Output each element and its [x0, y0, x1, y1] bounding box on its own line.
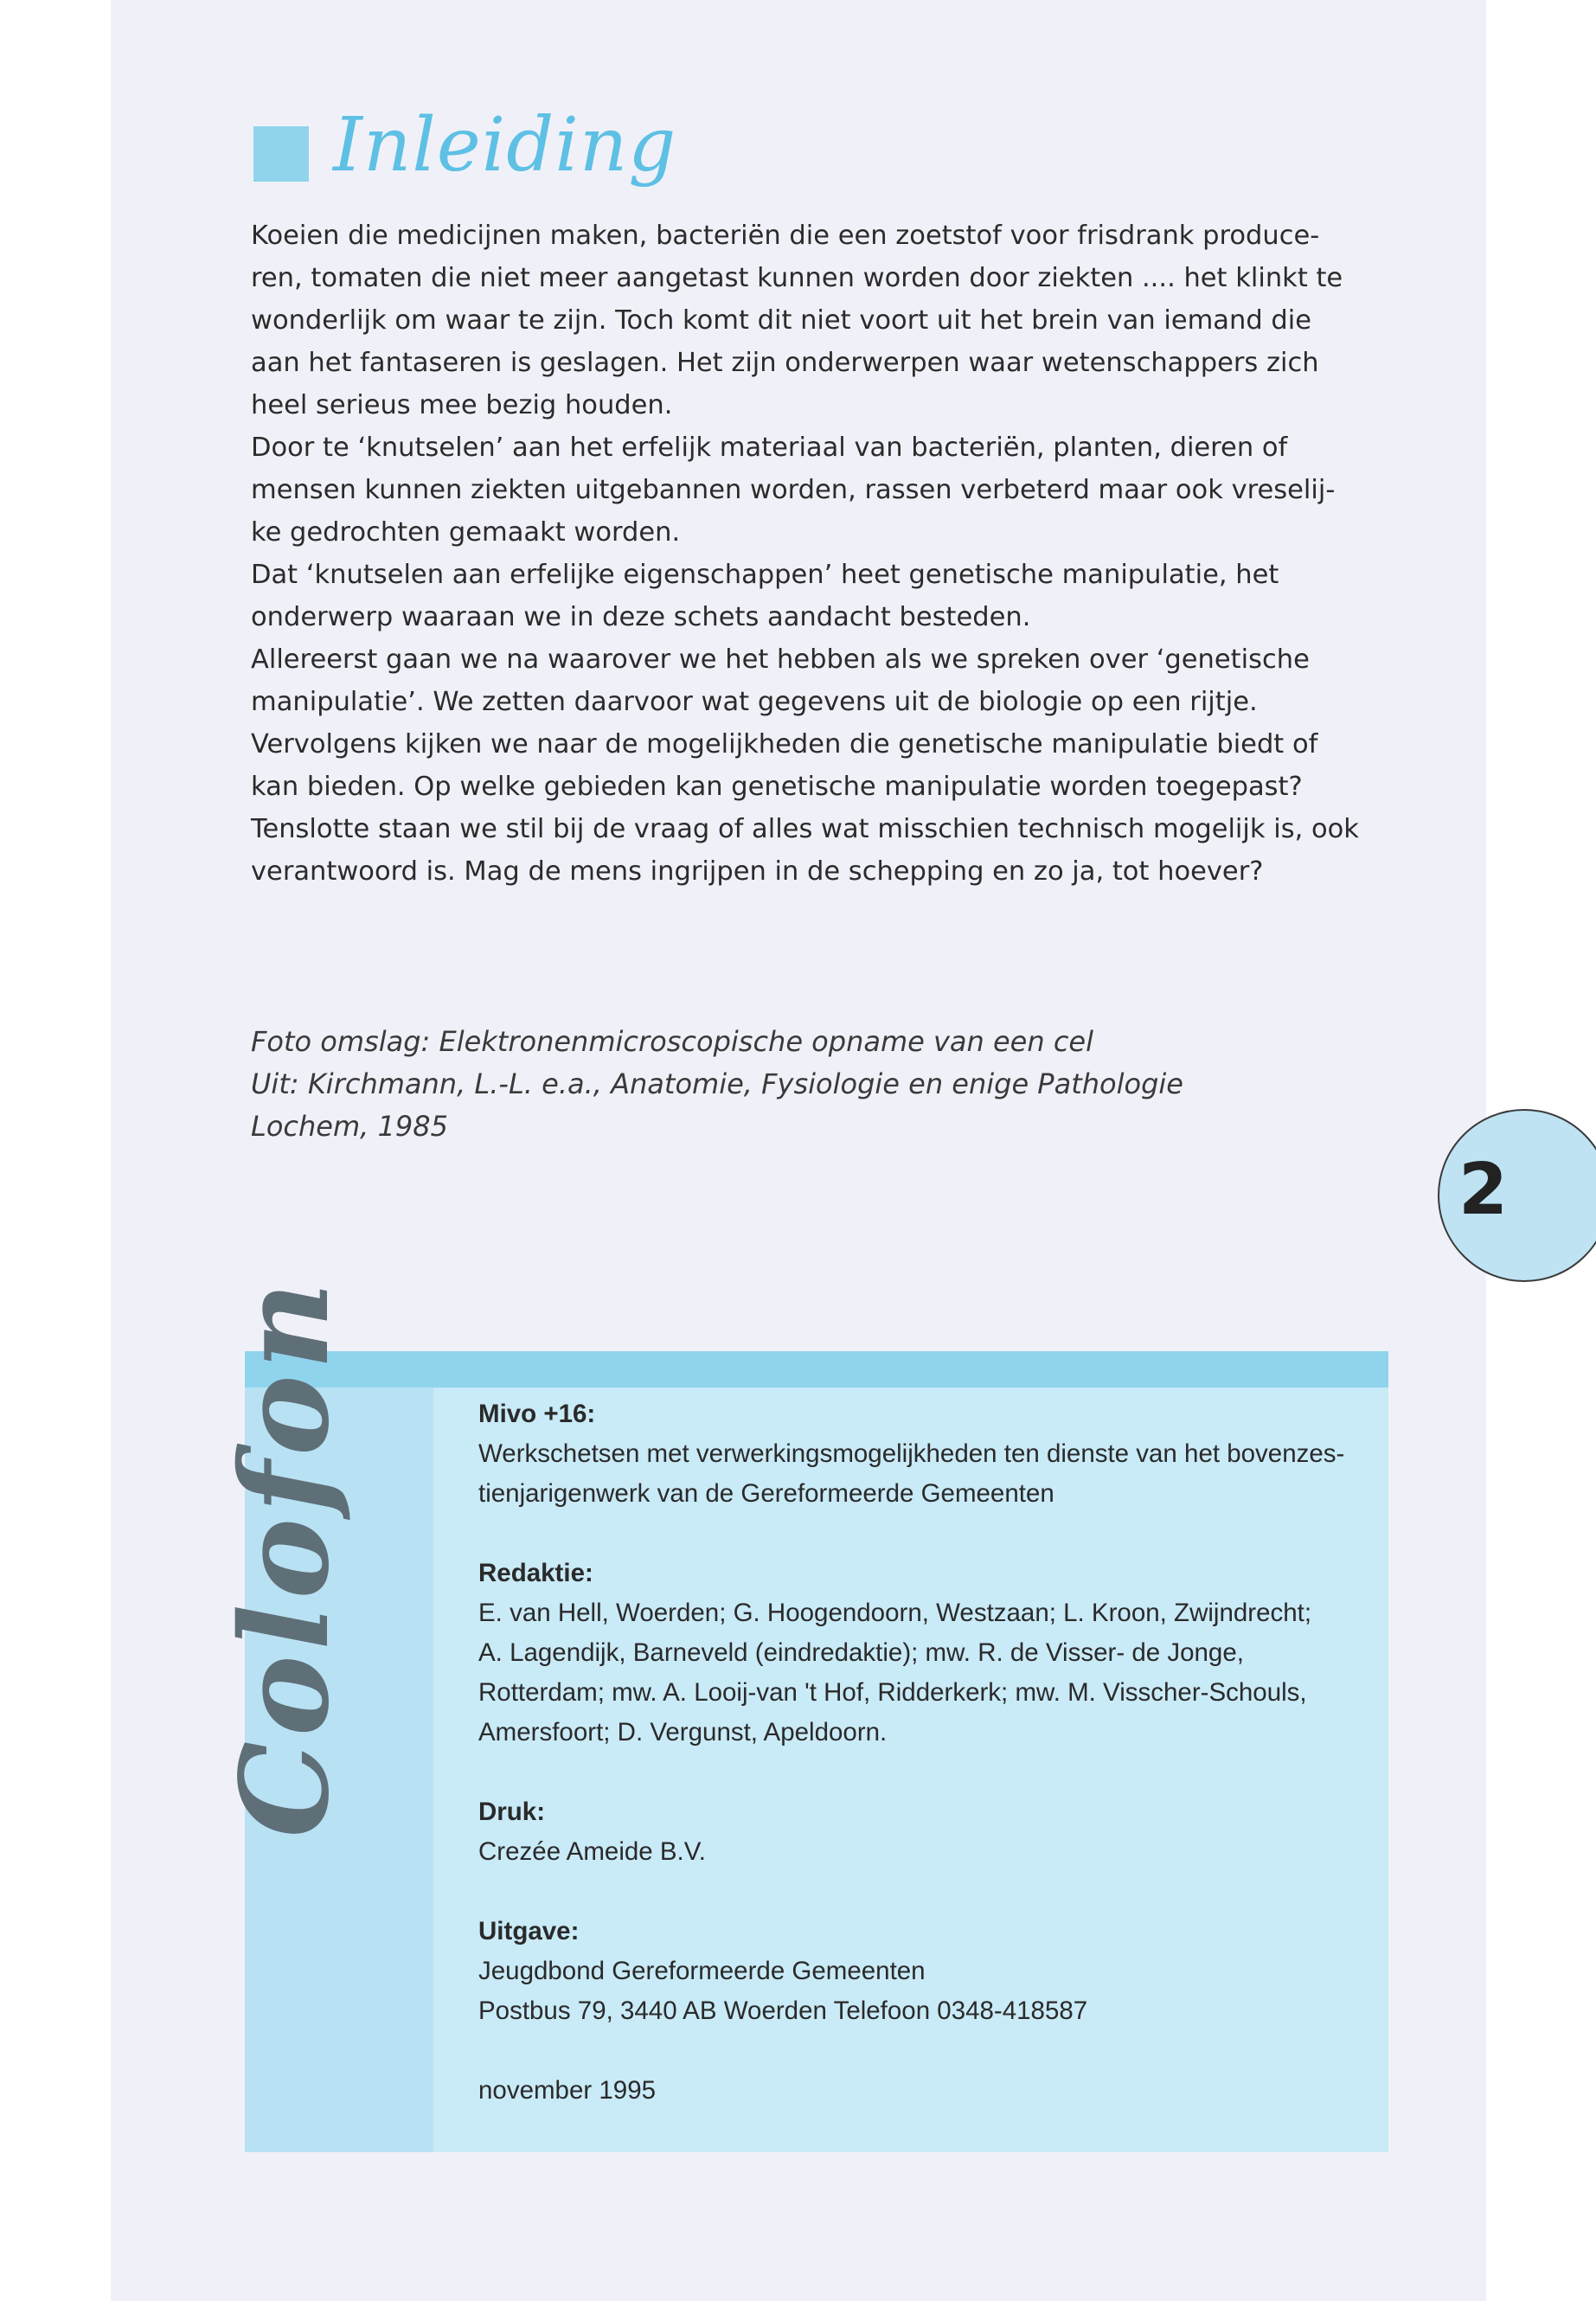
intro-text: [251, 215, 1393, 893]
redaktie-line: E. van Hell, Woerden; G. Hoogendoorn, Westzaan; L. Kroon, Zwijndrecht;: [478, 1599, 1312, 1627]
druk-heading: Druk:: [478, 1798, 546, 1826]
intro-line: Dat ‘knutselen aan erfelijke eigenschappen’ heet genetische manipulatie, het: [251, 560, 1279, 590]
intro-line: Vervolgens kijken we naar de mogelijkheden die genetische manipulatie biedt of: [251, 729, 1318, 760]
photo-caption: [251, 1021, 1375, 1148]
caption-line: Lochem, 1985: [251, 1110, 448, 1143]
intro-line: kan bieden. Op welke gebieden kan genetische manipulatie worden toegepast?: [251, 772, 1303, 802]
intro-line: ke gedrochten gemaakt worden.: [251, 517, 681, 548]
uitgave-line: Postbus 79, 3440 AB Woerden Telefoon 0348-418587: [478, 1997, 1088, 2025]
intro-line: verantwoord is. Mag de mens ingrijpen in de schepping en zo ja, tot hoever?: [251, 856, 1264, 887]
mivo-heading: Mivo +16:: [478, 1400, 596, 1428]
colofon-text: [478, 1394, 1361, 2111]
caption-line: Uit: Kirchmann, L.-L. e.a., Anatomie, Fysiologie en enige Pathologie: [251, 1067, 1183, 1100]
uitgave-line: Jeugdbond Gereformeerde Gemeenten: [478, 1957, 926, 1985]
intro-line: onderwerp waaraan we in deze schets aandacht besteden.: [251, 602, 1031, 632]
druk-line: Crezée Ameide B.V.: [478, 1837, 706, 1866]
colofon-top-bar: [245, 1351, 1388, 1388]
title-square-marker: [253, 126, 309, 182]
intro-line: heel serieus mee bezig houden.: [251, 390, 673, 420]
intro-line: Koeien die medicijnen maken, bacteriën die een zoetstof voor frisdrank produce-: [251, 221, 1320, 251]
page-margin-left: [0, 0, 111, 2301]
intro-line: manipulatie’. We zetten daarvoor wat gegevens uit de biologie op een rijtje.: [251, 687, 1258, 717]
caption-line: Foto omslag: Elektronenmicroscopische opname van een cel: [251, 1025, 1093, 1058]
intro-line: ren, tomaten die niet meer aangetast kunnen worden door ziekten .... het klinkt te: [251, 263, 1343, 293]
redaktie-heading: Redaktie:: [478, 1559, 593, 1587]
publication-date: november 1995: [478, 2076, 657, 2105]
intro-line: Allereerst gaan we na waarover we het hebben als we spreken over ‘genetische: [251, 644, 1310, 675]
redaktie-line: Amersfoort; D. Vergunst, Apeldoorn.: [478, 1718, 888, 1747]
intro-line: aan het fantaseren is geslagen. Het zijn onderwerpen waar wetenschappers zich: [251, 348, 1319, 378]
uitgave-heading: Uitgave:: [478, 1917, 580, 1945]
mivo-line: tienjarigenwerk van de Gereformeerde Gemeenten: [478, 1479, 1054, 1508]
mivo-line: Werkschetsen met verwerkingsmogelijkheden ten dienste van het bovenzes-: [478, 1439, 1345, 1468]
page-number: 2: [1458, 1149, 1509, 1231]
intro-line: Tenslotte staan we stil bij de vraag of alles wat misschien technisch mogelijk is, ook: [251, 814, 1359, 844]
intro-line: mensen kunnen ziekten uitgebannen worden, rassen verbeterd maar ook vreselij-: [251, 475, 1336, 505]
redaktie-line: A. Lagendijk, Barneveld (eindredaktie); mw. R. de Visser- de Jonge,: [478, 1638, 1244, 1667]
intro-line: wonderlijk om waar te zijn. Toch komt dit niet voort uit het brein van iemand die: [251, 305, 1311, 336]
intro-line: Door te ‘knutselen’ aan het erfelijk materiaal van bacteriën, planten, dieren of: [251, 433, 1288, 463]
colofon-heading: Colofon: [215, 1276, 356, 1838]
redaktie-line: Rotterdam; mw. A. Looij-van 't Hof, Ridderkerk; mw. M. Visscher-Schouls,: [478, 1678, 1307, 1707]
section-title: Inleiding: [333, 102, 677, 189]
